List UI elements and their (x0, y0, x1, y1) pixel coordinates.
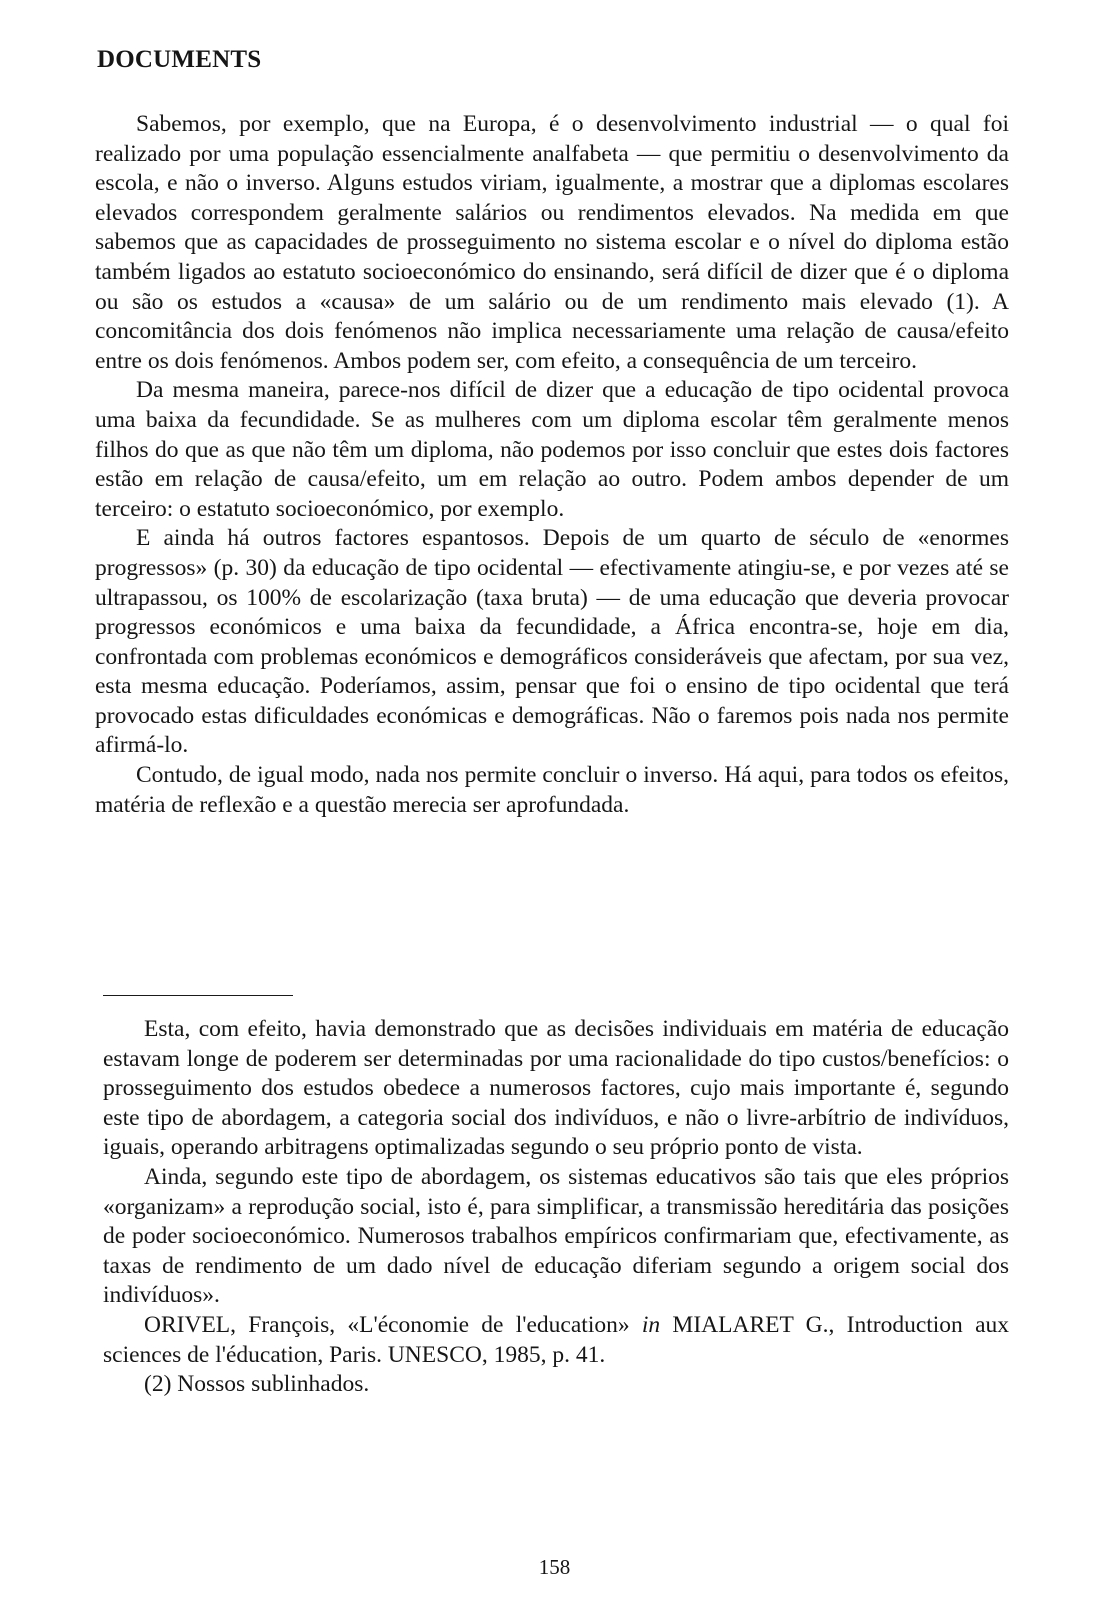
paragraph-4: Contudo, de igual modo, nada nos permite concluir o inverso. Há aqui, para todos os efeitos, matéria de reflexão e a questão merecia ser aprofundada. (95, 762, 1009, 818)
main-text (95, 110, 1009, 820)
note-2-marker: (2) (144, 1371, 172, 1398)
section-header: DOCUMENTS (97, 46, 262, 73)
paragraph-2: Da mesma maneira, parece-nos difícil de dizer que a educação de tipo ocidental provoca uma baixa da fecundidade. Se as mulheres com um diploma escolar têm geralmente menos filhos do que as que não têm um diploma, não podemos por isso concluir que estes dois factores estão em relação de causa/efeito, um em relação ao outro. Podem ambos depender de um terceiro: o estatuto socioeconómico, por exemplo. (95, 377, 1009, 522)
paragraph-1 (95, 110, 1009, 376)
footnote-ref-1: (1) (946, 288, 974, 315)
note-paragraph-1: Esta, com efeito, havia demonstrado que as decisões individuais em matéria de educação estavam longe de poderem ser determinadas por uma racionalidade do tipo custos/benefícios: o prosseguimento dos estudos obedece a numerosos factores, cujo mais importante é, segundo este tipo de abordagem, a categoria social dos indivíduos, e não o livre-arbítrio de indivíduos, iguais, operando arbitragens optimalizadas segundo o seu próprio ponto de vista. (103, 1016, 1009, 1161)
citation-before: ORIVEL, François, «L'économie de l'education» (144, 1311, 630, 1338)
citation-after: MIALARET G., Introduction aux sciences de l'éducation, Paris. UNESCO, 1985, p. 41. (103, 1311, 1009, 1368)
paragraph-3: E ainda há outros factores espantosos. Depois de um quarto de século de «enormes progressos» (p. 30) da educação de tipo ocidental — efectivamente atingiu-se, e por vezes até se ultrapassou, os 100% de escolarização (taxa bruta) — de uma educação que deveria provocar progressos económicos e uma baixa da fecundidade, a África encontra-se, hoje em dia, confrontada com problemas económicos e demográficos consideráveis que afectam, por sua vez, esta mesma educação. Poderíamos, assim, pensar que foi o ensino de tipo ocidental que terá provocado estas dificuldades económicas e demográficas. Não o faremos pois nada nos permite afirmá-lo. (95, 525, 1009, 759)
citation-in: in (641, 1311, 661, 1338)
footnote-divider (103, 995, 293, 996)
paragraph-1-tail: . A concomitância dos dois fenómenos não implica necessariamente uma relação de causa/efeito entre os dois fenómenos. Ambos podem ser, com efeito, a consequência de um terceiro. (95, 288, 1009, 374)
page-number: 158 (538, 1555, 571, 1579)
paragraph-1-text: Sabemos, por exemplo, que na Europa, é o desenvolvimento industrial — o qual foi realizado por uma população essencialmente analfabeta — que permitiu o desenvolvimento da escola, e não o inverso. Alguns estudos viriam, igualmente, a mostrar que a diplomas escolares elevados correspondem geralmente salários ou rendimentos elevados. Na medida em que sabemos que as capacidades de prosseguimento no sistema escolar e o nível do diploma estão também ligados ao estatuto socioeconómico do ensinando, será difícil de dizer que é o diploma ou são os estudos a «causa» de um salário ou de um rendimento mais elevado (95, 111, 1009, 315)
citation (103, 1311, 1009, 1370)
note-paragraph-2: Ainda, segundo este tipo de abordagem, os sistemas educativos são tais que eles próprios «organizam» a reprodução social, isto é, para simplificar, a transmissão hereditária das posições de poder socioeconómico. Numerosos trabalhos empíricos confirmariam que, efectivamente, as taxas de rendimento de um dado nível de educação diferiam segundo a origem social dos indivíduos». (103, 1163, 1009, 1309)
footnotes (103, 1015, 1009, 1400)
note-2 (103, 1370, 1009, 1400)
note-2-text: Nossos sublinhados. (177, 1371, 370, 1398)
